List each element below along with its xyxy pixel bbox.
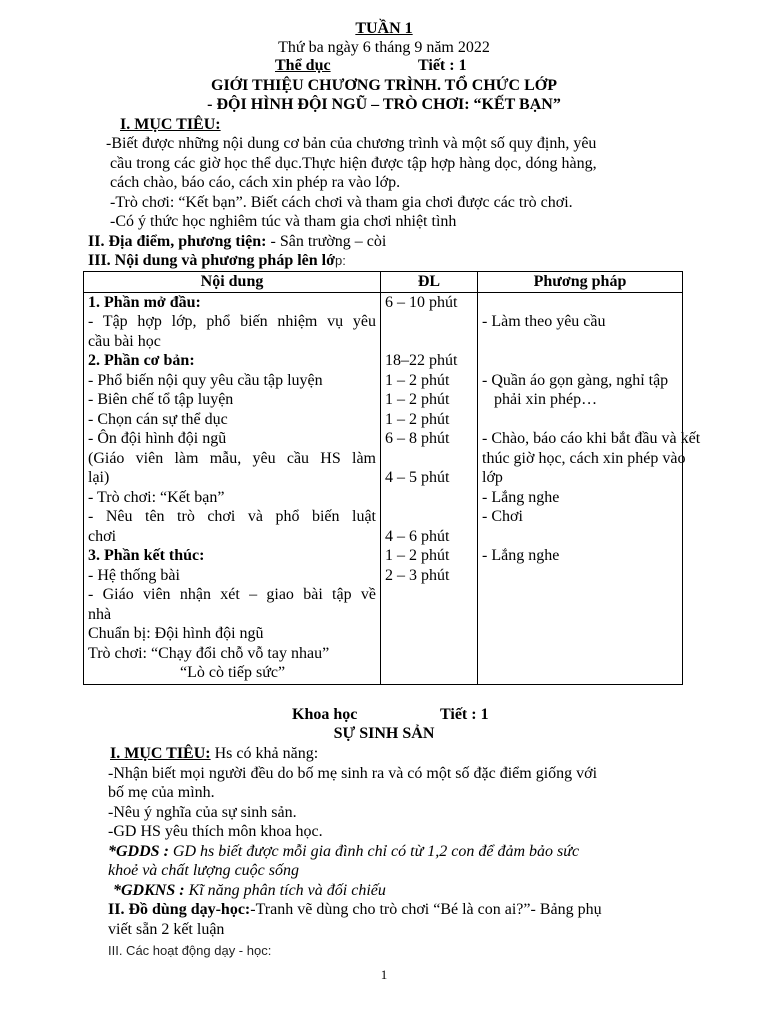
lesson2-materials-line2: viết sẵn 2 kết luận	[108, 921, 225, 938]
content-item: cầu bài học	[88, 332, 161, 350]
method-item: phải xin phép…	[494, 391, 598, 408]
lesson1-objective-line: cầu trong các giờ học thể dục.Thực hiện được tập hợp hàng dọc, dóng hàng,	[110, 155, 597, 172]
lesson2-materials-line	[108, 900, 602, 920]
duration-value: 2 – 3 phút	[385, 566, 450, 584]
lesson1-location-line	[88, 232, 386, 252]
lesson1-location-text: - Sân trường – còi	[266, 233, 387, 250]
lesson2-gdkns-line	[113, 881, 386, 901]
gdkns-label: *GDKNS :	[113, 882, 185, 899]
content-item: - Tập hợp lớp, phổ biến nhiệm vụ yêu	[88, 313, 376, 330]
part2-heading: 2. Phần cơ bản:	[88, 352, 195, 369]
content-item: lại)	[88, 469, 110, 486]
gdds-text: GD hs biết được mỗi gia đình chỉ có từ 1,2 con để đảm bảo sức	[168, 843, 580, 860]
header-method: Phương pháp	[478, 272, 683, 293]
content-item: Chuẩn bị: Đội hình đội ngũ	[88, 625, 264, 642]
duration-value: 4 – 5 phút	[385, 469, 450, 486]
duration-value: 1 – 2 phút	[385, 371, 450, 389]
content-item: - Nêu tên trò chơi và phổ biến luật	[88, 508, 376, 525]
lesson2-objective-line: -GD HS yêu thích môn khoa học.	[108, 823, 323, 840]
content-item: “Lò cò tiếp sức”	[180, 664, 286, 681]
lesson1-objective-line: cách chào, báo cáo, cách xin phép ra vào lớp.	[110, 174, 401, 191]
method-item: - Chào, báo cáo khi bắt đầu và kết	[482, 430, 701, 447]
week-heading: TUẦN 1	[355, 20, 413, 37]
lesson1-objective-line: -Có ý thức học nghiêm túc và tham gia chơi nhiệt tình	[110, 213, 457, 230]
lesson1-objective-line: -Trò chơi: “Kết bạn”. Biết cách chơi và tham gia chơi được các trò chơi.	[110, 194, 573, 211]
content-item: - Hệ thống bài	[88, 566, 180, 584]
lesson1-content-heading-tail: p:	[334, 253, 346, 268]
lesson2-gdds-line	[108, 842, 579, 862]
lesson2-objectives-line	[110, 744, 318, 764]
header-duration: ĐL	[381, 272, 478, 293]
method-item: - Quần áo gọn gàng, nghỉ tập	[482, 371, 669, 389]
content-item: chơi	[88, 527, 117, 545]
lesson1-period: Tiết : 1	[418, 57, 467, 74]
method-item: thúc giờ học, cách xin phép vào	[482, 449, 686, 467]
content-item: - Phổ biến nội quy yêu cầu tập luyện	[88, 371, 323, 389]
lesson2-objective-line: -Nêu ý nghĩa của sự sinh sản.	[108, 804, 297, 821]
lesson1-title-line1: GIỚI THIỆU CHƯƠNG TRÌNH. TỔ CHỨC LỚP	[211, 77, 557, 94]
table-header-row	[84, 272, 683, 293]
method-item: lớp	[482, 469, 503, 486]
duration-value: 6 – 10 phút	[385, 293, 458, 311]
content-item: - Giáo viên nhận xét – giao bài tập về	[88, 586, 376, 603]
content-column	[84, 292, 381, 685]
content-item: - Biên chế tổ tập luyện	[88, 391, 234, 408]
lesson2-gdds-line2: khoẻ và chất lượng cuộc sống	[108, 862, 299, 879]
lesson1-content-heading: III. Nội dung và phương pháp lên lớ	[88, 252, 335, 269]
gdds-label: *GDDS :	[108, 843, 169, 860]
lesson2-activities-heading: III. Các hoạt động dạy - học:	[108, 943, 272, 958]
lesson1-objectives-heading: I. MỤC TIÊU:	[120, 116, 221, 133]
content-item: - Trò chơi: “Kết bạn”	[88, 488, 225, 506]
method-column	[478, 292, 701, 685]
duration-value: 1 – 2 phút	[385, 547, 450, 564]
part3-heading: 3. Phần kết thúc:	[88, 547, 205, 564]
duration-value: 1 – 2 phút	[385, 410, 450, 428]
lesson2-subject: Khoa học	[292, 706, 358, 723]
content-item: - Chọn cán sự thể dục	[88, 410, 228, 428]
materials-heading: II. Đồ dùng dạy-học:	[108, 901, 251, 918]
lesson2-objective-line: -Nhận biết mọi người đều do bố mẹ sinh ra và có một số đặc điểm giống với	[108, 765, 598, 782]
method-item: - Lắng nghe	[482, 547, 560, 564]
part1-heading: 1. Phần mở đầu:	[88, 293, 201, 311]
lesson-date: Thứ ba ngày 6 tháng 9 năm 2022	[278, 39, 490, 56]
header-content: Nội dung	[84, 272, 381, 293]
lesson1-content-line	[88, 251, 346, 271]
duration-column	[381, 292, 478, 685]
lesson2-objectives-intro: Hs có khả năng:	[210, 745, 319, 762]
content-item: Trò chơi: “Chạy đổi chỗ vỗ tay nhau”	[88, 644, 330, 662]
lesson2-objectives-heading: I. MỤC TIÊU:	[110, 745, 211, 762]
duration-value: 6 – 8 phút	[385, 430, 450, 447]
duration-value: 18–22 phút	[385, 352, 458, 369]
content-item: - Ôn đội hình đội ngũ	[88, 430, 227, 447]
method-item: - Chơi	[482, 508, 523, 525]
method-item: - Lắng nghe	[482, 488, 560, 506]
lesson2-title: SỰ SINH SẢN	[333, 725, 435, 742]
duration-value: 4 – 6 phút	[385, 527, 450, 545]
page-number: 1	[380, 967, 388, 982]
lesson1-subject: Thể dục	[275, 57, 331, 74]
lesson1-location-heading: II. Địa điểm, phương tiện:	[88, 233, 267, 250]
lesson2-period: Tiết : 1	[440, 706, 489, 723]
materials-text: -Tranh vẽ dùng cho trò chơi “Bé là con ai?”- Bảng phụ	[250, 901, 602, 918]
duration-value: 1 – 2 phút	[385, 391, 450, 408]
content-item: nhà	[88, 605, 112, 623]
lesson1-objective-line: -Biết được những nội dung cơ bản của chương trình và một số quy định, yêu	[106, 135, 597, 152]
lesson1-title-line2: - ĐỘI HÌNH ĐỘI NGŨ – TRÒ CHƠI: “KẾT BẠN”	[207, 96, 561, 113]
gdkns-text: Kĩ năng phân tích và đối chiếu	[184, 882, 386, 899]
table-row	[84, 292, 683, 685]
method-item: - Làm theo yêu cầu	[482, 313, 606, 330]
lesson-plan-table	[83, 271, 701, 685]
content-item: (Giáo viên làm mẫu, yêu cầu HS làm	[88, 449, 376, 467]
lesson2-objective-line: bố mẹ của mình.	[108, 784, 215, 801]
